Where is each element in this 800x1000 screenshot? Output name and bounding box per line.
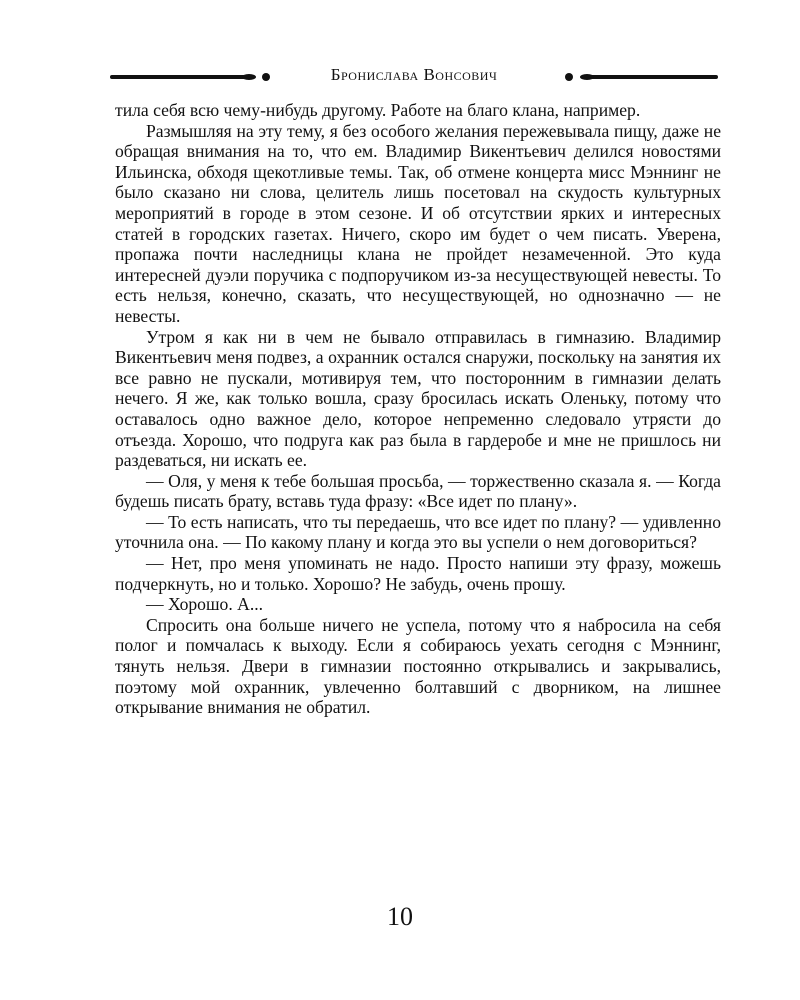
paragraph: Утром я как ни в чем не бывало отправилась в гимназию. Владимир Викентьевич меня подвез, а охранник остался снаружи, поскольку на занятия их все равно не пускали, мотивируя тем, что посторонним в гимназии делать нечего. Я же, как только вошла, сразу бросилась искать Оленьку, потому что оставалось одно важное дело, которое непременно следовало утрясти до отъезда. Хорошо, что подруга как раз была в гардеробе и мне не пришлось ни раздеваться, ни искать ее. bbox=[115, 326, 721, 471]
running-head-author: Бронислава Вонсович bbox=[330, 65, 498, 84]
dialogue-paragraph: — Нет, про меня упоминать не надо. Просто напиши эту фразу, можешь подчеркнуть, но и только. Хорошо? Не забудь, очень прошу. bbox=[115, 553, 721, 594]
dialogue-paragraph: — То есть написать, что ты передаешь, что все идет по плану? — удивленно уточнила она. — По какому плану и когда это вы успели о нем договориться? bbox=[115, 511, 721, 553]
paragraph: тила себя всю чему-нибудь другому. Работе на благо клана, например. bbox=[115, 100, 641, 120]
page-header bbox=[110, 62, 718, 92]
dialogue-paragraph: — Оля, у меня к тебе большая просьба, — торжественно сказала я. — Когда будешь писать брату, вставь туда фразу: «Все идет по плану». bbox=[115, 470, 721, 512]
paragraph: Размышляя на эту тему, я без особого желания пережевывала пищу, даже не обращая внимания на то, что ем. Владимир Викентьевич делился новостями Ильинска, обходя щекотливые темы. Так, об отмене концерта мисс Мэннинг не было сказано ни слова, целитель лишь посетовал на скудость культурных мероприятий в городе в этом сезоне. И об отсутствии ярких и интересных статей в городских газетах. Ничего, скоро им будет о чем писать. Уверена, пропажа почти наследницы клана не пройдет незамеченной. Это куда интересней дуэли поручика с подпоручиком из-за несуществующей невесты. То есть нельзя, конечно, сказать, что несуществующей, но однозначно — не невесты. bbox=[115, 120, 721, 326]
right-ornament-rule bbox=[586, 75, 718, 79]
page-number: 10 bbox=[387, 902, 413, 931]
dialogue-paragraph: — Хорошо. А... bbox=[146, 594, 264, 615]
body-text bbox=[115, 100, 721, 718]
right-ornament-dot bbox=[565, 73, 573, 81]
paragraph: Спросить она больше ничего не успела, потому что я набросила на себя полог и помчалась к выходу. Если я собираюсь уехать сегодня с Мэннинг, тянуть нельзя. Двери в гимназии постоянно открывались и закрывались, поэтому мой охранник, увлеченно болтавший с дворником, на лишнее открывание внимания не обратил. bbox=[115, 614, 721, 718]
